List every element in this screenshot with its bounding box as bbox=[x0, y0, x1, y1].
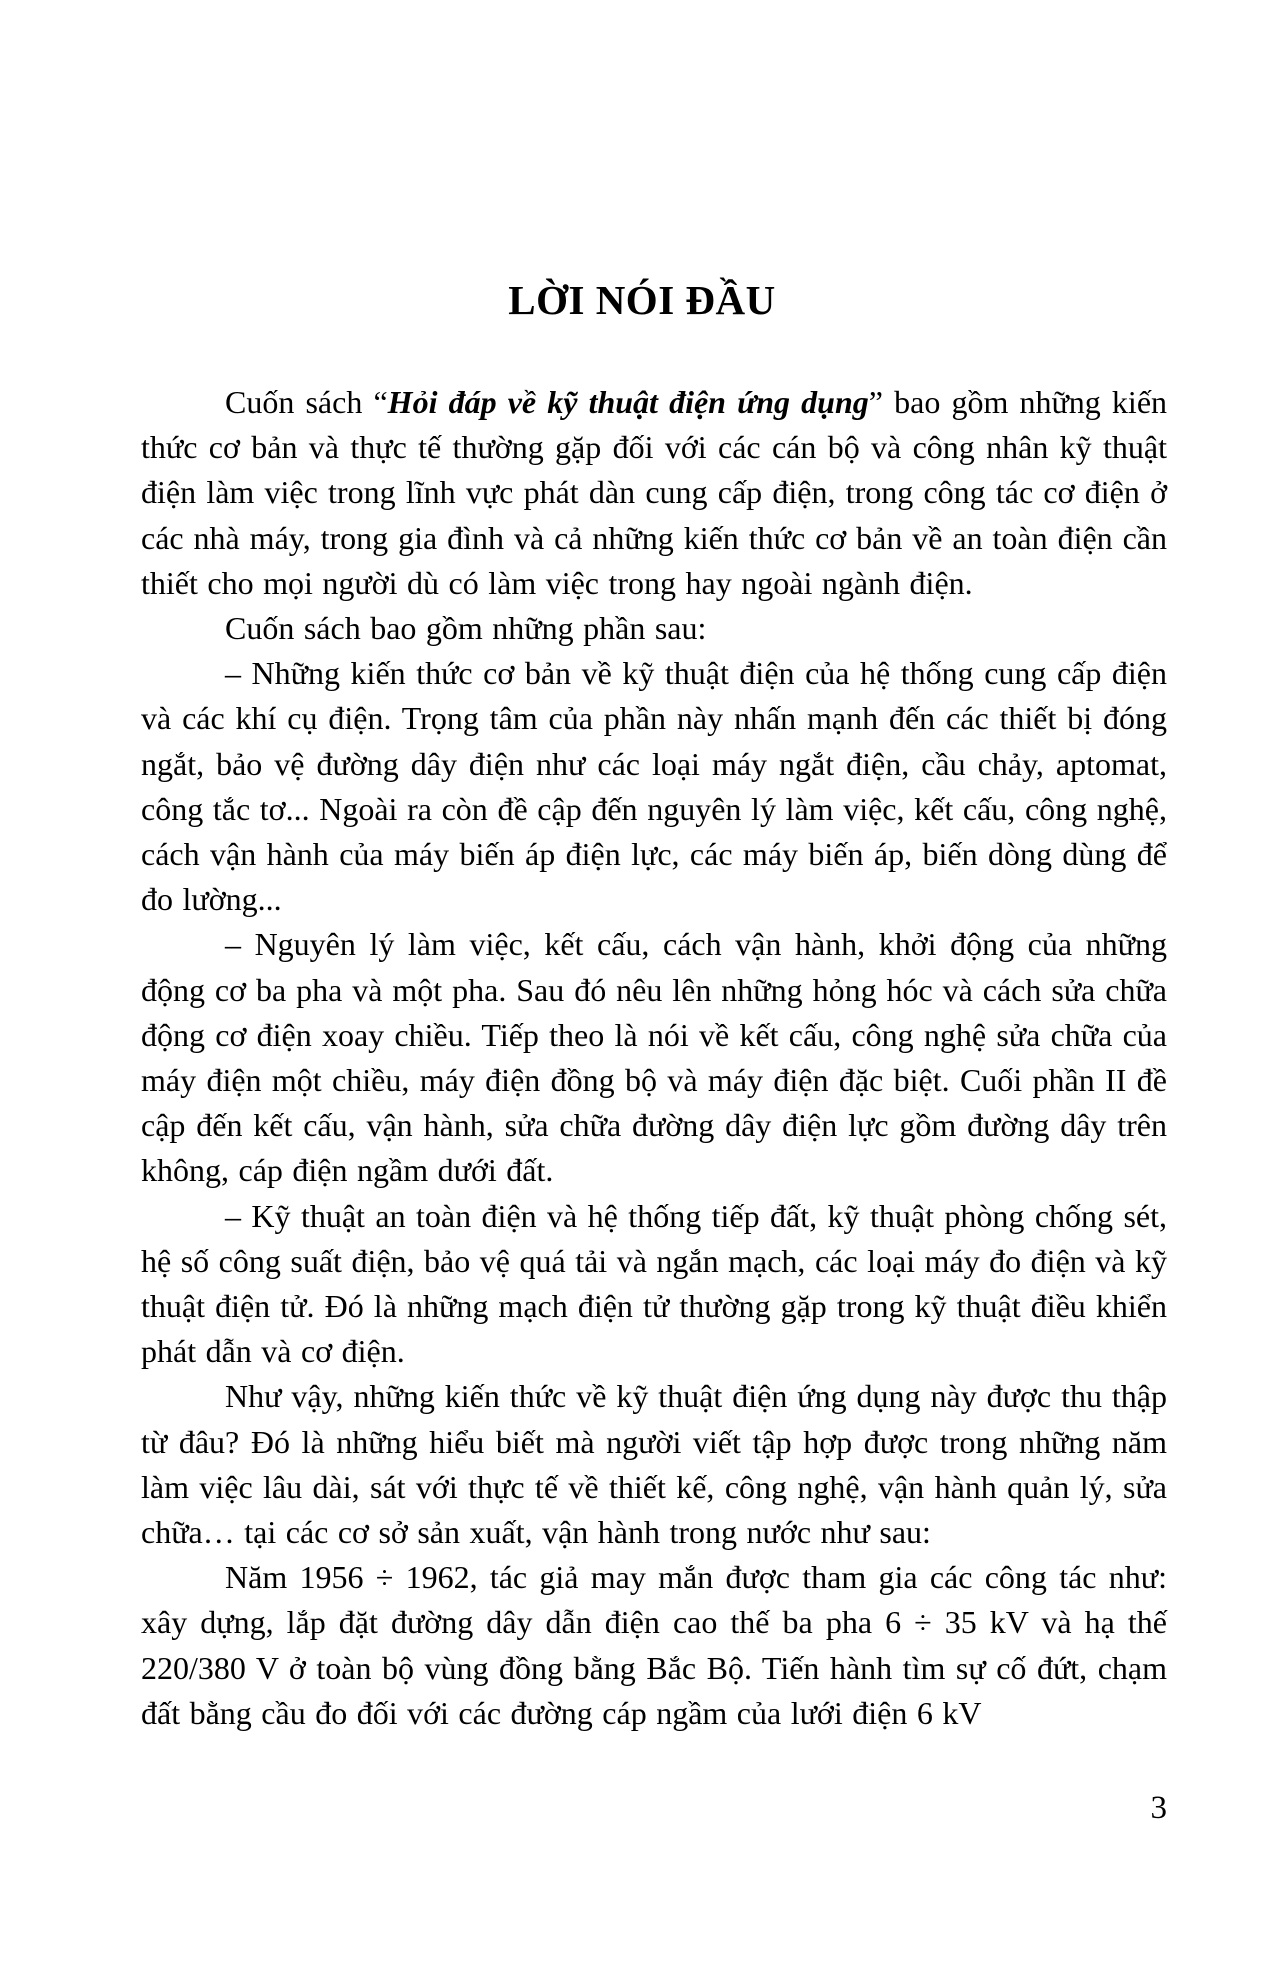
paragraph bbox=[141, 1374, 1167, 1555]
paragraph bbox=[141, 651, 1167, 922]
paragraph bbox=[141, 606, 1167, 651]
text-segment: Hỏi đáp về kỹ thuật điện ứng dụng bbox=[387, 384, 869, 420]
text-segment: Cuốn sách “ bbox=[225, 384, 388, 420]
paragraph bbox=[141, 1194, 1167, 1375]
paragraph bbox=[141, 1555, 1167, 1736]
paragraph bbox=[141, 380, 1167, 606]
text-segment: – Kỹ thuật an toàn điện và hệ thống tiếp đất, kỹ thuật phòng chống sét, hệ số công suất điện, bảo vệ quá tải và ngắn mạch, các loại máy đo điện và kỹ thuật điện tử. Đó là những mạch điện tử thường gặp trong kỹ thuật điều khiển phát dẫn và cơ điện. bbox=[141, 1197, 1167, 1370]
body-text bbox=[141, 380, 1167, 1736]
text-segment: – Nguyên lý làm việc, kết cấu, cách vận hành, khởi động của những động cơ ba pha và một pha. Sau đó nêu lên những hỏng hóc và cách sửa chữa động cơ điện xoay chiều. Tiếp theo là nói về kết cấu, công nghệ sửa chữa của máy điện một chiều, máy điện đồng bộ và máy điện đặc biệt. Cuối phần II đề cập đến kết cấu, vận hành, sửa chữa đường dây điện lực gồm đường dây trên không, cáp điện ngầm dưới đất. bbox=[141, 926, 1167, 1189]
text-segment: Cuốn sách bao gồm những phần sau: bbox=[225, 610, 707, 647]
page-number: 3 bbox=[1150, 1790, 1167, 1826]
text-segment: ” bao gồm những kiến thức cơ bản và thực tế thường gặp đối với các cán bộ và công nhân kỹ thuật điện làm việc trong lĩnh vực phát dàn cung cấp điện, trong công tác cơ điện ở các nhà máy, trong gia đình và cả những kiến thức cơ bản về an toàn điện cần thiết cho mọi người dù có làm việc trong hay ngoài ngành điện. bbox=[141, 384, 1168, 601]
text-segment: Năm 1956 ÷ 1962, tác giả may mắn được tham gia các công tác như: xây dựng, lắp đặt đường dây dẫn điện cao thế ba pha 6 ÷ 35 kV và hạ thế 220/380 V ở toàn bộ vùng đồng bằng Bắc Bộ. Tiến hành tìm sự cố đứt, chạm đất bằng cầu đo đối với các đường cáp ngầm của lưới điện 6 kV bbox=[141, 1559, 1167, 1731]
page-title: LỜI NÓI ĐẦU bbox=[508, 277, 776, 323]
paragraph bbox=[141, 922, 1167, 1193]
text-segment: Như vậy, những kiến thức về kỹ thuật điện ứng dụng này được thu thập từ đâu? Đó là những hiểu biết mà người viết tập hợp được trong những năm làm việc lâu dài, sát với thực tế về thiết kế, công nghệ, vận hành quản lý, sửa chữa… tại các cơ sở sản xuất, vận hành trong nước như sau: bbox=[141, 1378, 1167, 1551]
text-segment: – Những kiến thức cơ bản về kỹ thuật điện của hệ thống cung cấp điện và các khí cụ điện. Trọng tâm của phần này nhấn mạnh đến các thiết bị đóng ngắt, bảo vệ đường dây điện như các loại máy ngắt điện, cầu chảy, aptomat, công tắc tơ... Ngoài ra còn đề cập đến nguyên lý làm việc, kết cấu, công nghệ, cách vận hành của máy biến áp điện lực, các máy biến áp, biến dòng dùng để đo lường... bbox=[141, 655, 1167, 918]
